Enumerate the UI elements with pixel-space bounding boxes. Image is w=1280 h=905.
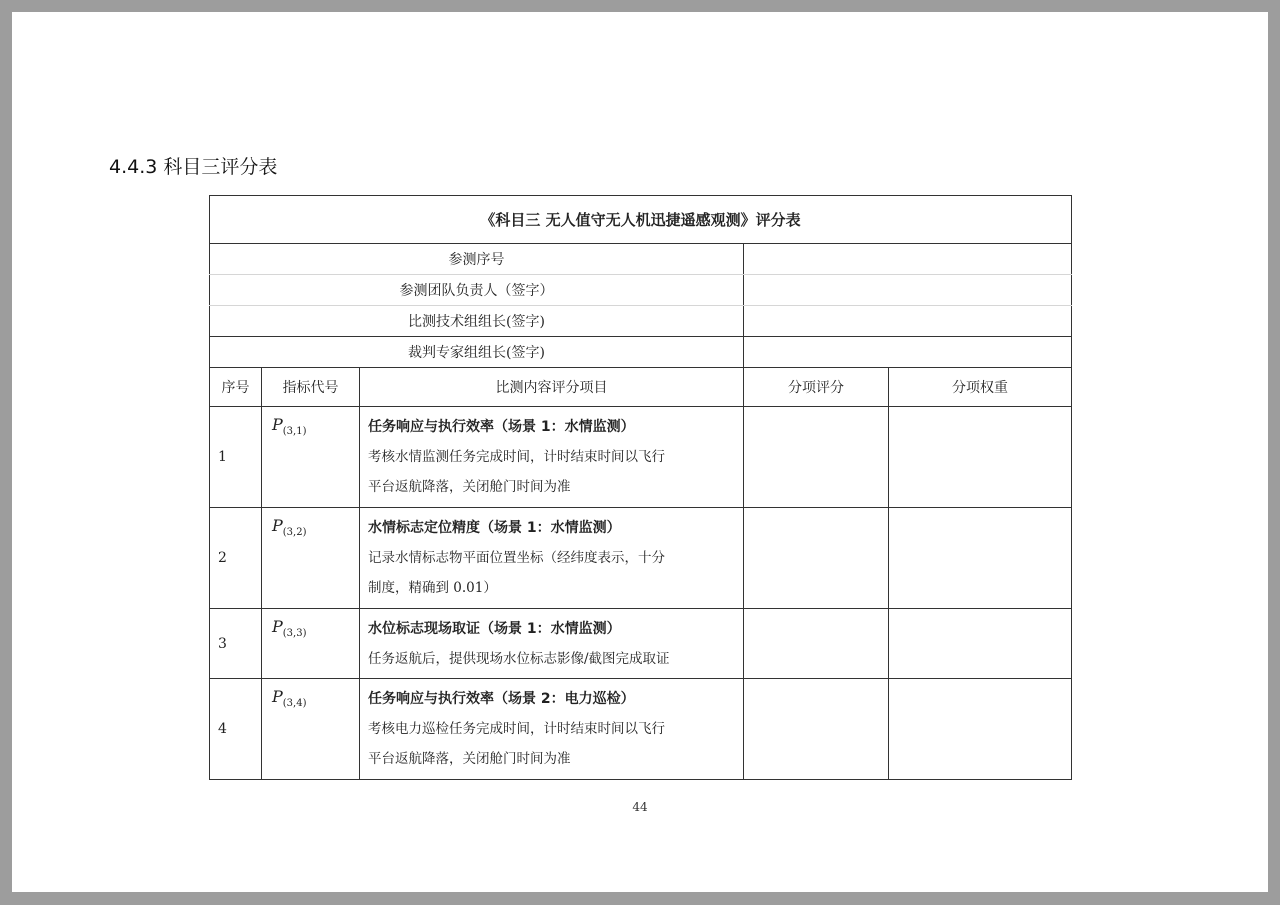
table-header-row xyxy=(210,368,1072,407)
header-seq: 序号 xyxy=(210,368,262,407)
info-row xyxy=(210,306,1072,337)
weight-cell xyxy=(889,508,1072,609)
table-row xyxy=(210,609,1072,679)
weight-cell xyxy=(889,679,1072,780)
info-value xyxy=(744,337,1072,368)
row-content xyxy=(360,609,744,679)
item-desc-line: 平台返航降落，关闭舱门时间为准 xyxy=(368,751,571,767)
score-cell xyxy=(744,609,889,679)
score-cell xyxy=(744,407,889,508)
item-title: 水情标志定位精度（场景 1：水情监测） xyxy=(368,520,621,536)
page-number: 44 xyxy=(632,800,648,814)
section-heading: 4.4.3 科目三评分表 xyxy=(109,156,278,178)
weight-cell xyxy=(889,407,1072,508)
info-label: 比测技术组组长(签字) xyxy=(210,306,744,337)
item-desc-line: 考核水情监测任务完成时间，计时结束时间以飞行 xyxy=(368,449,665,465)
table-row xyxy=(210,679,1072,780)
info-label: 参测序号 xyxy=(210,244,744,275)
item-desc-line: 考核电力巡检任务完成时间，计时结束时间以飞行 xyxy=(368,721,665,737)
score-cell xyxy=(744,508,889,609)
header-score: 分项评分 xyxy=(744,368,889,407)
indicator-code: $P_{(3,2)}$ xyxy=(262,508,360,609)
table-title: 《科目三 无人值守无人机迅捷遥感观测》评分表 xyxy=(210,196,1072,244)
header-code: 指标代号 xyxy=(262,368,360,407)
item-desc-line: 制度，精确到 0.01） xyxy=(368,580,497,596)
score-cell xyxy=(744,679,889,780)
row-seq: 4 xyxy=(210,679,262,780)
row-seq: 3 xyxy=(210,609,262,679)
weight-cell xyxy=(889,609,1072,679)
table-row xyxy=(210,508,1072,609)
score-table xyxy=(209,195,1072,780)
item-title: 任务响应与执行效率（场景 2：电力巡检） xyxy=(368,691,635,707)
row-seq: 1 xyxy=(210,407,262,508)
row-content xyxy=(360,679,744,780)
info-value xyxy=(744,306,1072,337)
item-title: 水位标志现场取证（场景 1：水情监测） xyxy=(368,620,621,637)
indicator-code: $P_{(3,4)}$ xyxy=(262,679,360,780)
info-label: 裁判专家组组长(签字) xyxy=(210,337,744,368)
info-value xyxy=(744,244,1072,275)
row-content xyxy=(360,508,744,609)
document-page xyxy=(12,12,1268,892)
item-title: 任务响应与执行效率（场景 1：水情监测） xyxy=(368,419,635,435)
item-desc-line: 任务返航后，提供现场水位标志影像/截图完成取证 xyxy=(368,650,670,667)
item-desc-line: 记录水情标志物平面位置坐标（经纬度表示，十分 xyxy=(368,550,665,566)
info-value xyxy=(744,275,1072,306)
row-content xyxy=(360,407,744,508)
item-desc-line: 平台返航降落，关闭舱门时间为准 xyxy=(368,479,571,495)
info-label: 参测团队负责人（签字） xyxy=(210,275,744,306)
indicator-code: $P_{(3,3)}$ xyxy=(262,609,360,679)
info-row xyxy=(210,337,1072,368)
indicator-code: $P_{(3,1)}$ xyxy=(262,407,360,508)
info-row xyxy=(210,244,1072,275)
header-content: 比测内容评分项目 xyxy=(360,368,744,407)
info-row xyxy=(210,275,1072,306)
row-seq: 2 xyxy=(210,508,262,609)
header-weight: 分项权重 xyxy=(889,368,1072,407)
table-row xyxy=(210,407,1072,508)
